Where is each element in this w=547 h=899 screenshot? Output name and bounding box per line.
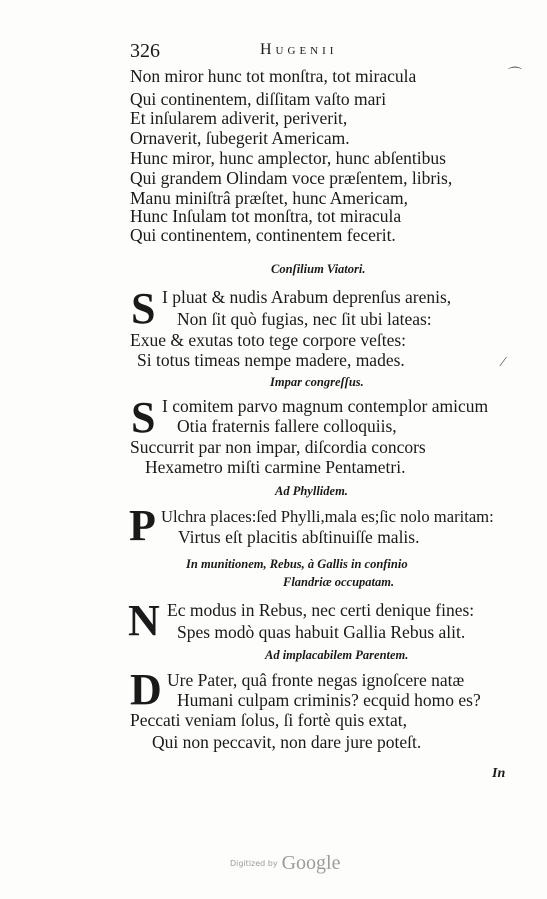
verse-line: Qui continentem, diſſitam vaſto mari (130, 89, 387, 109)
drop-cap: S (131, 393, 156, 442)
verse-line: Si totus timeas nempe madere, mades. (137, 350, 405, 370)
drop-cap: P (129, 501, 156, 550)
verse-line: I comitem parvo magnum contemplor amicum (162, 396, 489, 416)
catchword: In (492, 766, 506, 781)
verse-line: Et inſularem adiverit, periverit, (130, 108, 348, 128)
poem-title: In munitionem, Rebus, à Gallis in confinio (186, 557, 408, 571)
drop-cap: N (128, 596, 160, 645)
verse-line: Hexametro miſti carmine Pentametri. (145, 457, 406, 477)
verse-line: Non miror hunc tot monſtra, tot miracula (130, 66, 417, 86)
verse-line: Ec modus in Rebus, nec certi denique fines: (167, 600, 475, 620)
verse-line: Ornaverit, ſubegerit Americam. (130, 128, 350, 148)
verse-line: Humani culpam criminis? ecquid homo es? (177, 690, 481, 710)
poem-title: Ad implacabilem Parentem. (265, 648, 409, 662)
verse-line: Ure Pater, quâ fronte negas ignoſcere natæ (167, 670, 465, 690)
page-number: 326 (130, 40, 160, 62)
drop-cap: D (130, 665, 162, 714)
drop-cap: S (131, 284, 156, 333)
verse-line: Exue & exutas toto tege corpore veſtes: (130, 330, 407, 350)
verse-line: Qui non peccavit, non dare jure poteſt. (152, 732, 422, 752)
verse-line: Manu miniſtrâ præſtet, hunc Americam, (130, 188, 408, 208)
watermark-prefix: Digitized by (230, 859, 278, 868)
poem-title: Impar congreſſus. (270, 375, 364, 389)
verse-line: Spes modò quas habuit Gallia Rebus alit. (177, 622, 466, 642)
verse-line: Qui continentem, continentem fecerit. (130, 225, 396, 245)
verse-line: Hunc miror, hunc amplector, hunc abſentibus (130, 148, 446, 168)
verse-line: Hunc Inſulam tot monſtra, tot miracula (130, 206, 402, 226)
watermark-brand: Google (281, 852, 341, 874)
verse-line: Otia fraternis fallere colloquiis, (177, 416, 397, 436)
google-watermark (230, 852, 341, 875)
verse-line: Non ſit quò fugias, nec ſit ubi lateas: (177, 309, 432, 329)
verse-line: Peccati veniam ſolus, ſi fortè quis extat, (130, 710, 408, 730)
page-header (130, 40, 490, 66)
verse-line: Succurrit par non impar, diſcordia concors (130, 437, 426, 457)
margin-mark: ⌒ (508, 68, 522, 83)
poem-title: Conſilium Viatori. (271, 262, 366, 276)
poem-title: Flandriæ occupatam. (283, 575, 395, 589)
poem-title: Ad Phyllidem. (275, 484, 348, 498)
running-head: Hugenii (260, 41, 338, 58)
margin-mark: ⁄ (502, 355, 505, 370)
verse-line: I pluat & nudis Arabum deprenſus arenis, (162, 287, 452, 307)
verse-line: Ulchra places:ſed Phylli,mala es;ſic nolo maritam: (161, 507, 494, 526)
verse-line: Qui grandem Olindam voce præſentem, libris, (130, 168, 453, 188)
verse-line: Virtus eſt placitis abſtinuiſſe malis. (178, 527, 420, 547)
